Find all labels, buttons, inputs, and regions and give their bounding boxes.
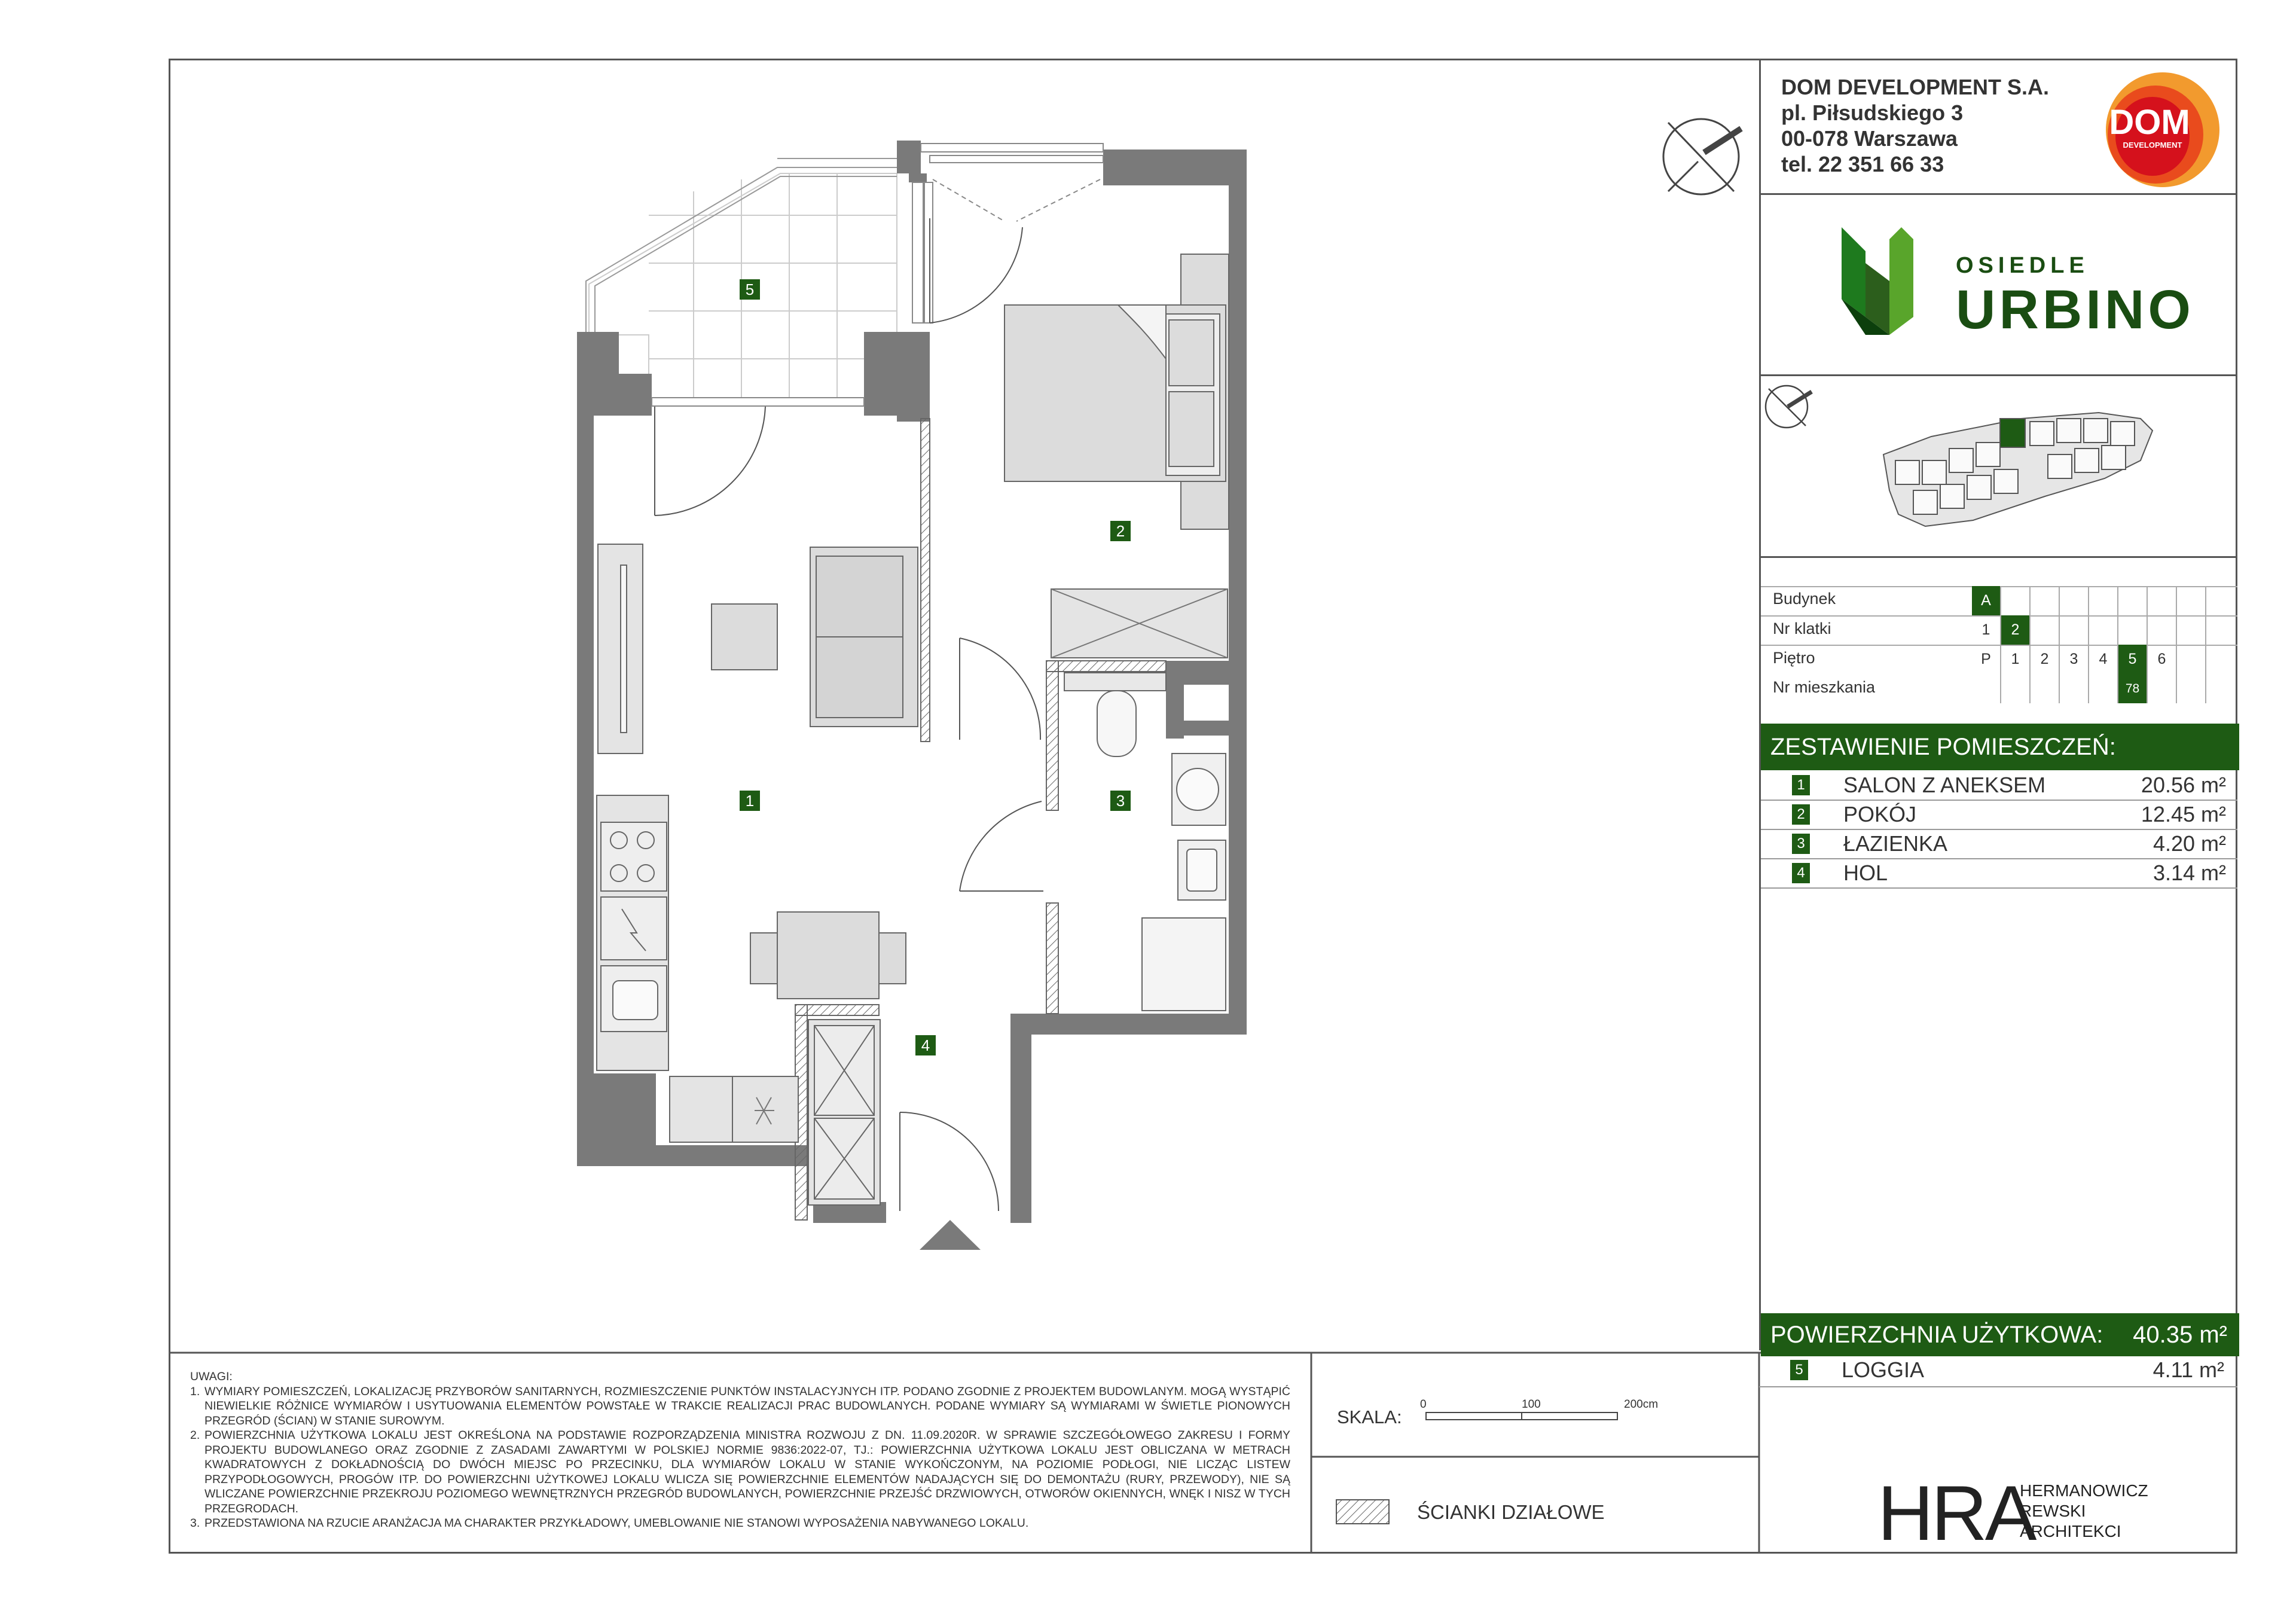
room-num: 5 [1790, 1360, 1808, 1380]
summary-title: ZESTAWIENIE POMIESZCZEŃ: [1761, 724, 2239, 770]
cell-empty [2001, 674, 2031, 703]
architect-logo: HRA [1877, 1469, 2035, 1557]
architect-line1: HERMANOWICZ [2020, 1481, 2148, 1500]
architect-line3: ARCHITEKCI [2020, 1522, 2121, 1540]
room-name: HOL [1843, 861, 1888, 885]
locator-label-building: Budynek [1773, 590, 1836, 608]
room-row [1761, 829, 2239, 858]
note-item: 1. WYMIARY POMIESZCZEŃ, LOKALIZACJĘ PRZYBORÓW SANITARNYCH, ROZMIESZCZENIE PUNKTÓW INSTALACYJNYCH ITP. PODANO ZGODNIE Z PROJEKTEM BUDOWLANYM. MOGĄ WYSTĄPIĆ NIEWIELKIE RÓŻNICE WYMIARÓW I USYTUOWANIA ELEMENTÓW POWSTAŁE W TRAKCIE REALIZACJI PRAC BUDOWLANYCH. PODANE WYMIARY SĄ WYMIARAMI W ŚWIETLE PIONOWYCH PRZEGRÓD (ŚCIAN) W STANIE SUROWYM. [190, 1384, 1290, 1427]
company-address [1781, 74, 2049, 177]
plan-label-bathroom: 3 [1110, 791, 1131, 811]
room-name: POKÓJ [1843, 802, 1917, 826]
cell-empty [2060, 615, 2089, 645]
north-arrow-plan [1663, 119, 1741, 194]
cell-empty [2031, 615, 2060, 645]
cell-floor-2: 2 [2031, 645, 2060, 674]
info-panel [1759, 59, 2237, 1350]
cell-floor-1: 1 [2001, 645, 2031, 674]
plan-label-living: 1 [740, 791, 760, 811]
dom-logo-text: DOM [2109, 103, 2190, 142]
room-row [1761, 858, 2239, 887]
legend-label: ŚCIANKI DZIAŁOWE [1417, 1501, 1605, 1523]
notes-title: UWAGI: [190, 1370, 233, 1383]
scale-tick-100: 100 [1522, 1398, 1541, 1411]
room-num: 1 [1792, 775, 1810, 795]
room-row [1761, 770, 2239, 800]
cell-empty [2177, 674, 2206, 703]
locator-label-apartment: Nr mieszkania [1773, 678, 1876, 696]
room-name: LOGGIA [1842, 1357, 1925, 1382]
cell-empty [2148, 586, 2177, 615]
scale-tick-0: 0 [1420, 1398, 1427, 1411]
project-line1: OSIEDLE [1956, 253, 2089, 278]
cell-floor-6: 6 [2148, 645, 2177, 674]
room-num: 4 [1792, 863, 1810, 883]
locator-label-floor: Piętro [1773, 649, 1815, 667]
room-name: ŁAZIENKA [1843, 831, 1948, 856]
scale-tick-200: 200cm [1624, 1398, 1659, 1411]
note-text: POWIERZCHNIA UŻYTKOWA LOKALU JEST OKREŚLONA NA PODSTAWIE ROZPORZĄDZENIA MINISTRA ROZWOJU Z DN. 11.09.2020R. W SPRAWIE SZCZEGÓŁOWEGO ZAKRESU I FORMY PROJEKTU BUDOWLANEGO ORAZ ZGODNIE Z ZASADAMI ZAWARTYMI W POLSKIEJ NORMIE 9836:2022-07, TJ.: POWIERZCHNIA UŻYTKOWA LOKALU JEST OBLICZANA W METRACH KWADRATOWYCH Z DOKŁADNOŚCIĄ DO DWÓCH MIEJSC PO PRZECINKU, DLA WYMIARÓW LOKALU W STANIE WYKOŃCZONYM, NA POZIOMIE PODŁOGI, NIE LICZĄC LISTEW PRZYPODŁOGOWYCH, PROGÓW ITP. DO POWIERZCHNI UŻYTKOWEJ LOKALU WLICZA SIĘ POWIERZCHNIE ELEMENTÓW NADAJĄCYCH SIĘ DO DEMONTAŻU (RURY, PRZEWODY), NIE SĄ WLICZANE POWIERZCHNIE PRZEKROJU POZIOMEGO WEWNĘTRZNYCH PRZEGRÓD BUDOWLANYCH, POWIERZCHNIE PRZEJŚĆ DRZWIOWYCH, OTWORÓW OKIENNYCH, WNĘK I NISZ W TYCH PRZEGRODACH. [204, 1429, 1290, 1515]
total-area-bar [1761, 1313, 2239, 1356]
cell-floor-3: 3 [2060, 645, 2089, 674]
cell-empty [2118, 586, 2148, 615]
company-city: 00-078 Warszawa [1781, 126, 1958, 151]
note-item: 3. PRZEDSTAWIONA NA RZUCIE ARANŻACJA MA CHARAKTER PRZYKŁADOWY, UMEBLOWANIE NIE STANOWI WYPOSAŻENIA NABYWANEGO LOKALU. [190, 1517, 1029, 1530]
entrance-arrow [920, 1220, 981, 1250]
cell-empty [2031, 674, 2060, 703]
cell-floor-p: P [1972, 645, 2001, 674]
note-text: PRZEDSTAWIONA NA RZUCIE ARANŻACJA MA CHARAKTER PRZYKŁADOWY, UMEBLOWANIE NIE STANOWI WYPOSAŻENIA NABYWANEGO LOKALU. [204, 1517, 1029, 1530]
note-item: 2. POWIERZCHNIA UŻYTKOWA LOKALU JEST OKREŚLONA NA PODSTAWIE ROZPORZĄDZENIA MINISTRA ROZWOJU Z DN. 11.09.2020R. W SPRAWIE SZCZEGÓŁOWEGO ZAKRESU I FORMY PROJEKTU BUDOWLANEGO ORAZ ZGODNIE Z ZASADAMI ZAWARTYMI W POLSKIEJ NORMIE 9836:2022-07, TJ.: POWIERZCHNIA UŻYTKOWA LOKALU JEST OBLICZANA W METRACH KWADRATOWYCH Z DOKŁADNOŚCIĄ DO DWÓCH MIEJSC PO PRZECINKU, DLA WYMIARÓW LOKALU W STANIE WYKOŃCZONYM, NA POZIOMIE PODŁOGI, NIE LICZĄC LISTEW PRZYPODŁOGOWYCH, PROGÓW ITP. DO POWIERZCHNI UŻYTKOWEJ LOKALU WLICZA SIĘ POWIERZCHNIE ELEMENTÓW NADAJĄCYCH SIĘ DO DEMONTAŻU (RURY, PRZEWODY), NIE SĄ WLICZANE POWIERZCHNIE PRZEKROJU POZIOMEGO WEWNĘTRZNYCH PRZEGRÓD BUDOWLANYCH, POWIERZCHNIE PRZEJŚĆ DRZWIOWYCH, OTWORÓW OKIENNYCH, WNĘK I NISZ W TYCH PRZEGRODACH. [190, 1429, 1290, 1515]
scale-label: SKALA: [1337, 1407, 1402, 1427]
dom-logo-sub: DEVELOPMENT [2123, 141, 2182, 150]
project-line2: URBINO [1956, 279, 2194, 340]
plan-label-bedroom: 2 [1110, 521, 1131, 541]
total-area-value: 40.35 m² [2133, 1322, 2227, 1348]
architect-name [2020, 1481, 2148, 1542]
cell-empty [2177, 586, 2206, 615]
legend-hatch [1336, 1500, 1389, 1524]
note-text: WYMIARY POMIESZCZEŃ, LOKALIZACJĘ PRZYBORÓW SANITARNYCH, ROZMIESZCZENIE PUNKTÓW INSTALACYJNYCH ITP. PODANO ZGODNIE Z PROJEKTEM BUDOWLANYM. MOGĄ WYSTĄPIĆ NIEWIELKIE RÓŻNICE WYMIARÓW I USYTUOWANIA ELEMENTÓW POWSTAŁE W TRAKCIE REALIZACJI PRAC BUDOWLANYCH. PODANE WYMIARY SĄ WYMIARAMI W ŚWIETLE PIONOWYCH PRZEGRÓD (ŚCIAN) W STANIE SUROWYM. [204, 1384, 1290, 1427]
plan-label-hall: 4 [915, 1035, 936, 1055]
room-area: 3.14 m² [2152, 861, 2226, 885]
cell-empty [1972, 674, 2001, 703]
room-area: 4.20 m² [2152, 831, 2226, 856]
cell-apartment-78: 78 [2118, 674, 2148, 703]
cell-empty [2060, 674, 2089, 703]
cell-empty [2148, 615, 2177, 645]
plan-label-loggia: 5 [740, 279, 760, 300]
room-name: SALON Z ANEKSEM [1843, 773, 2046, 797]
room-area: 4.11 m² [2152, 1357, 2224, 1382]
cell-empty [2060, 586, 2089, 615]
cell-empty [2089, 615, 2118, 645]
company-street: pl. Piłsudskiego 3 [1781, 100, 1964, 125]
cell-empty [2148, 674, 2177, 703]
cell-empty [2177, 645, 2206, 674]
cell-empty [2089, 586, 2118, 615]
scale-bar [1426, 1413, 1617, 1420]
room-area: 12.45 m² [2141, 802, 2226, 826]
cell-empty [2089, 674, 2118, 703]
locator-label-staircase: Nr klatki [1773, 620, 1831, 637]
loggia-row [1759, 1355, 2237, 1384]
cell-empty [2177, 615, 2206, 645]
cell-floor-5: 5 [2118, 645, 2148, 674]
cell-staircase-2: 2 [2001, 615, 2031, 645]
cell-staircase-1: 1 [1972, 615, 2001, 645]
company-name: DOM DEVELOPMENT S.A. [1781, 75, 2050, 99]
room-row [1761, 800, 2239, 829]
room-num: 2 [1792, 804, 1810, 825]
cell-floor-4: 4 [2089, 645, 2118, 674]
notes [190, 1369, 1290, 1531]
room-area: 20.56 m² [2141, 773, 2226, 797]
cell-empty [2031, 586, 2060, 615]
cell-empty [2118, 615, 2148, 645]
company-phone: tel. 22 351 66 33 [1781, 152, 1944, 176]
architect-line2: REWSKI [2020, 1502, 2086, 1520]
room-num: 3 [1792, 834, 1810, 854]
cell-building-a: A [1972, 586, 2001, 615]
total-area-label: POWIERZCHNIA UŻYTKOWA: [1770, 1322, 2103, 1348]
cell-empty [2001, 586, 2031, 615]
